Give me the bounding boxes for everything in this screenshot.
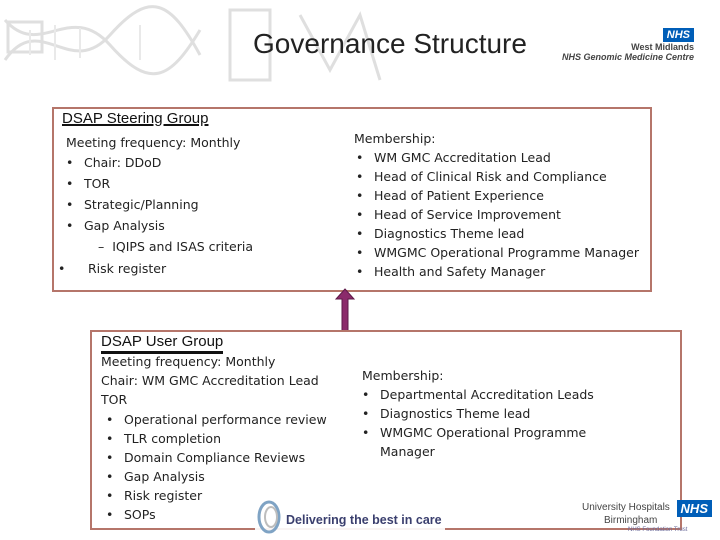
org-name: West Midlands [631,42,694,52]
steering-group-heading: DSAP Steering Group [62,110,209,127]
footer-tagline: Delivering the best in care [286,513,442,527]
user-membership-title: Membership: [362,368,444,383]
steering-last-list [54,258,166,279]
user-group-heading: DSAP User Group [101,333,223,354]
nhs-logo [544,28,694,64]
list-item: • Head of Clinical Risk and Compliance [352,167,639,186]
list-item: • Head of Patient Experience [352,186,639,205]
uhb-city: Birmingham [604,515,658,526]
uhb-nhs-badge: NHS [677,500,712,517]
page-title: Governance Structure [253,28,527,59]
list-item: • Health and Safety Manager [352,262,639,281]
list-item: • Gap Analysis [102,467,327,486]
list-item: • WMGMC Operational Programme [358,423,594,442]
user-tor: TOR [101,392,128,407]
steering-membership-list [352,148,639,281]
user-membership-wrap: Manager [380,444,435,459]
user-membership-list [358,385,594,442]
list-item: • TLR completion [102,429,327,448]
uhb-logo [582,498,714,538]
list-item: • Risk register [102,486,327,505]
steering-items-list [62,152,199,236]
user-meeting-frequency: Meeting frequency: Monthly [101,354,276,369]
list-item: • Head of Service Improvement [352,205,639,224]
list-item: • Risk register [54,258,166,279]
list-item: • TOR [62,173,199,194]
list-item: • SOPs [102,505,327,524]
list-item: • Strategic/Planning [62,194,199,215]
list-item: • Domain Compliance Reviews [102,448,327,467]
sub-item-label: IQIPS and ISAS criteria [112,239,254,254]
list-item: • Chair: DDoD [62,152,199,173]
list-item: • Gap Analysis [62,215,199,236]
steering-sub-item [98,237,253,256]
list-item: • WMGMC Operational Programme Manager [352,243,639,262]
up-arrow-icon [335,288,355,332]
uhb-name: University Hospitals [582,502,670,513]
org-subtitle: NHS Genomic Medicine Centre [561,52,694,62]
user-chair: Chair: WM GMC Accreditation Lead [101,373,319,388]
steering-meeting-frequency: Meeting frequency: Monthly [66,135,241,150]
list-item: • Departmental Accreditation Leads [358,385,594,404]
list-item: • WM GMC Accreditation Lead [352,148,639,167]
dash-icon: – [98,239,113,254]
list-item: • Diagnostics Theme lead [358,404,594,423]
nhs-badge: NHS [663,28,694,42]
uhb-trust: NHS Foundation Trust [628,527,688,533]
header [0,0,720,92]
steering-membership-title: Membership: [354,131,436,146]
list-item: • Diagnostics Theme lead [352,224,639,243]
list-item: • Operational performance review [102,410,327,429]
